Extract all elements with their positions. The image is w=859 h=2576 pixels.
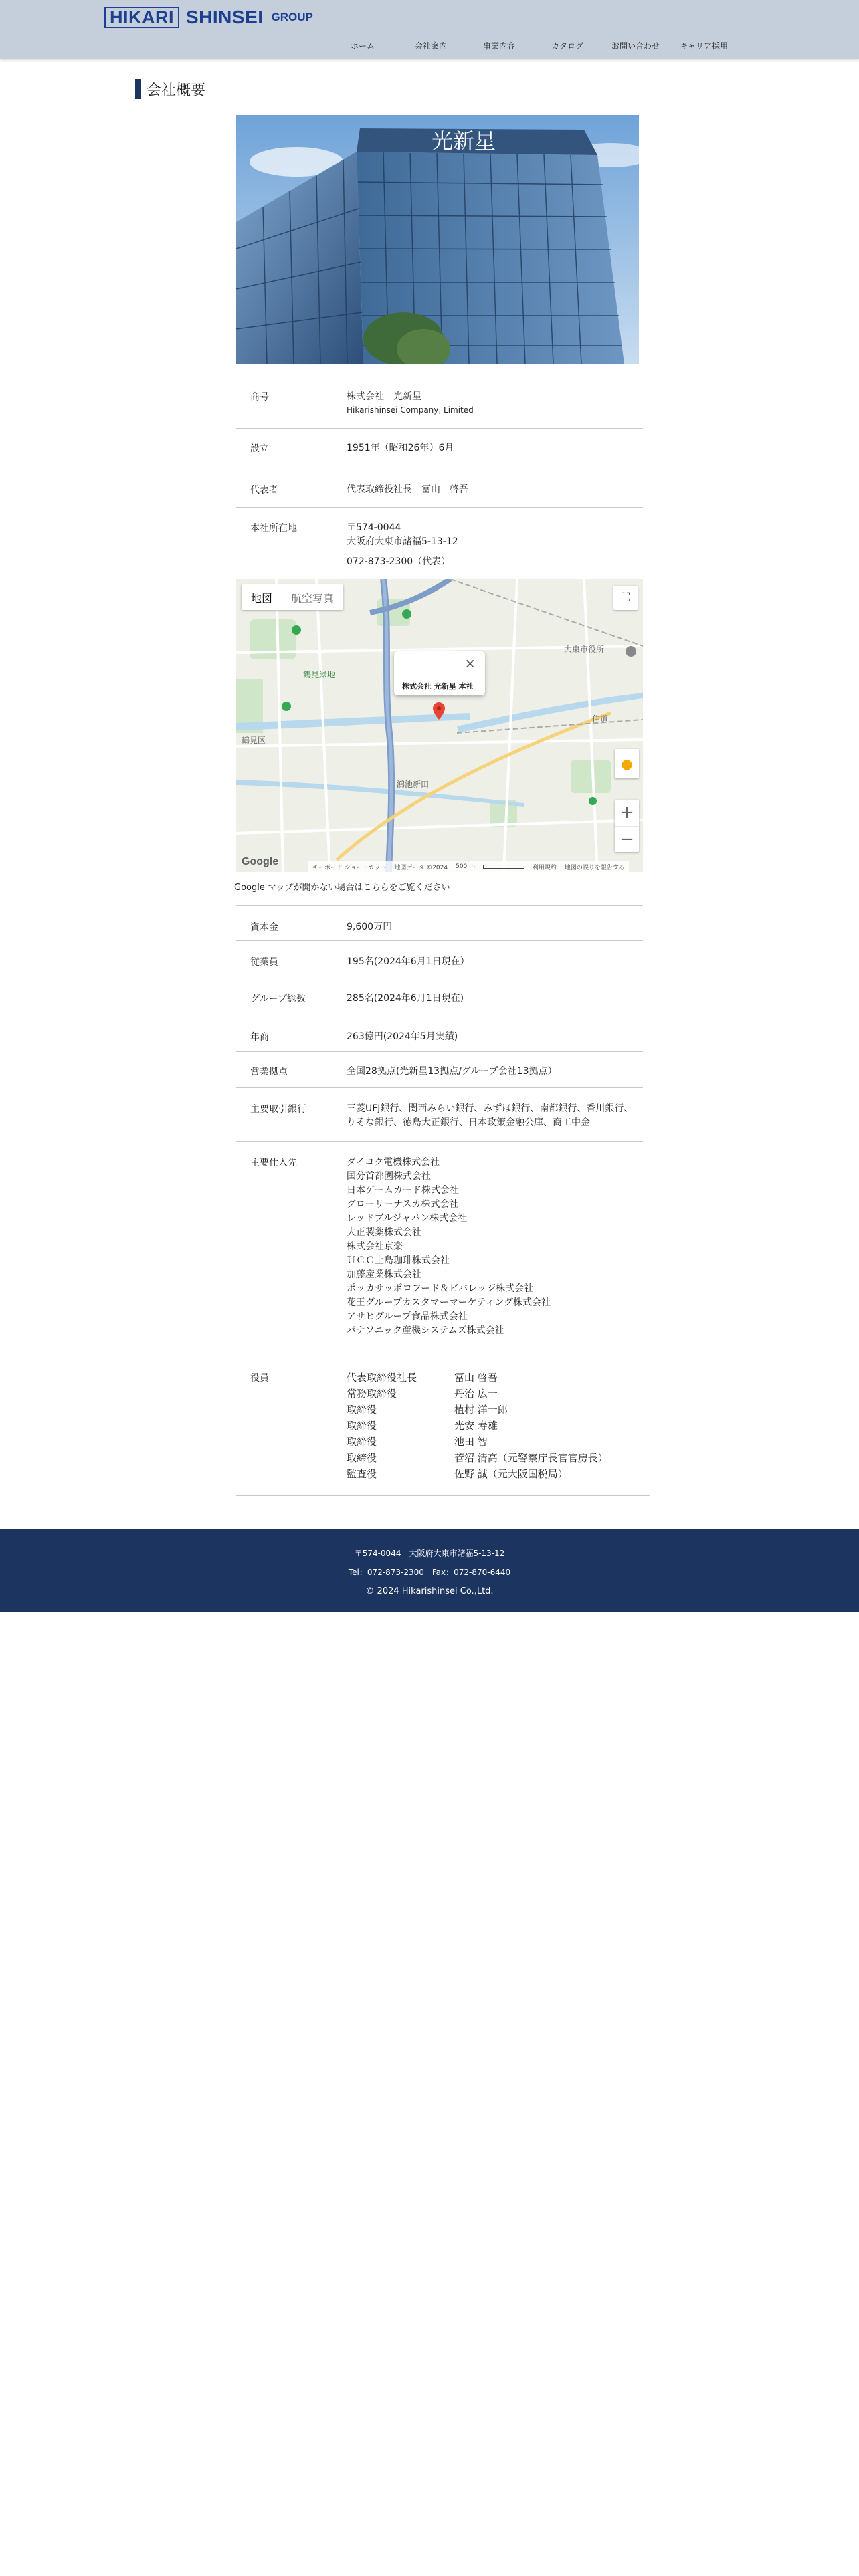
value-hq-address: 大阪府大東市諸福5-13-12 [347,536,458,547]
value-name-jp: 株式会社 光新星 [347,391,421,402]
value-name-en: Hikarishinsei Company, Limited [347,405,474,415]
map-data-credit: 地図データ ©2024 [394,864,448,871]
label-group-total: グループ総数 [250,994,306,1004]
value-hq-tel: 072-873-2300（代表） [347,556,451,567]
value-sales-offices: 全国28拠点(光新星13拠点/グループ会社13拠点） [347,1066,557,1077]
officer-title: 取締役 [347,1452,377,1464]
nav-contact[interactable]: お問い合わせ [611,41,660,51]
logo[interactable] [104,5,313,29]
terms-link[interactable]: 利用規約 [532,864,557,871]
nav-careers[interactable]: キャリア採用 [680,41,729,51]
label-employees: 従業員 [250,957,278,968]
value-representative: 代表取締役社長 冨山 啓吾 [347,484,468,495]
map-label: 鶴見緑地 [303,670,336,679]
officer-title: 取締役 [347,1420,377,1432]
map-info-window [394,651,485,695]
report-error-link[interactable]: 地図の誤りを報告する [564,864,625,871]
keyboard-shortcuts-link[interactable]: キーボード ショートカット [312,864,387,871]
label-banks: 主要取引銀行 [250,1104,306,1115]
row-divider [236,428,643,429]
row-divider [236,940,643,941]
value-hq-postal: 〒574-0044 [347,522,401,533]
logo-shinsei: SHINSEI [186,7,264,27]
supplier-item: レッドブルジャパン株式会社 [347,1213,468,1224]
satellite-tab[interactable]: 航空写真 [291,591,335,605]
fullscreen-icon[interactable]: ⛶ [613,586,638,610]
building-photo [236,115,639,364]
officer-title: 取締役 [347,1436,377,1448]
row-divider [236,1495,650,1496]
row-divider [236,905,643,906]
row-divider [236,1051,643,1052]
page-title-text: 会社概要 [147,82,206,99]
map-label: 住道 [592,714,609,724]
row-divider [236,1087,643,1088]
row-divider [236,507,643,508]
main-nav [0,40,859,53]
footer-address: 〒574-0044 大阪府大東市諸福5-13-12 [354,1549,505,1558]
label-founded: 設立 [250,443,269,454]
nav-company[interactable]: 会社案内 [415,41,448,51]
scale-bar [483,865,524,869]
supplier-item: 日本ゲームカード株式会社 [347,1185,459,1196]
site-header [0,0,859,59]
building-sign: 光新星 [431,128,496,154]
officer-name: 池田 智 [454,1436,488,1448]
logo-hikari: HIKARI [104,7,179,28]
site-footer [0,1529,859,1612]
nav-home[interactable]: ホーム [351,41,375,51]
officer-title: 取締役 [347,1404,377,1416]
label-sales-offices: 営業拠点 [250,1067,288,1077]
label-name: 商号 [250,392,269,403]
label-officers: 役員 [250,1373,269,1384]
value-revenue: 263億円(2024年5月実績) [347,1031,458,1042]
map-label: 大東市役所 [564,645,605,654]
supplier-item: ダイコク電機株式会社 [347,1157,440,1168]
map-type-control [242,584,343,610]
supplier-item: ＵＣＣ上島珈琲株式会社 [347,1255,450,1266]
supplier-item: アサヒグループ食品株式会社 [347,1311,468,1322]
label-suppliers: 主要仕入先 [250,1158,297,1168]
officer-title: 監査役 [347,1468,377,1480]
map-label: 鶴見区 [242,736,266,745]
supplier-item: パナソニック産機システムズ株式会社 [347,1325,504,1336]
officer-name: 佐野 誠（元大阪国税局） [454,1468,568,1480]
close-icon[interactable]: × [464,655,476,671]
zoom-in-button[interactable]: + [619,802,634,823]
page-title [135,78,205,100]
label-capital: 資本金 [250,922,278,933]
map-fallback-link[interactable]: Google マップが開かない場合はこちらをご覧ください [234,883,450,893]
map-tab[interactable]: 地図 [251,591,273,605]
officer-name: 光安 寿雄 [454,1420,498,1432]
pegman-icon[interactable]: ● [615,749,639,778]
logo-group: GROUP [271,11,313,23]
value-banks-line1: 三菱UFJ銀行、関西みらい銀行、みずほ銀行、南都銀行、香川銀行、 [347,1103,634,1114]
map-footer [308,861,629,872]
value-capital: 9,600万円 [347,922,393,932]
google-logo: Google [242,856,279,867]
value-banks-line2: りそな銀行、徳島大正銀行、日本政策金融公庫、商工中金 [347,1117,590,1128]
label-hq: 本社所在地 [250,523,297,534]
footer-copyright: © 2024 Hikarishinsei Co.,Ltd. [365,1586,494,1596]
supplier-item: 大正製薬株式会社 [347,1227,421,1238]
map-marker-icon[interactable] [433,702,445,718]
officer-name: 植村 洋一郎 [454,1404,508,1416]
google-map[interactable] [236,579,643,872]
supplier-item: 花王グループカスタマーマーケティング株式会社 [347,1297,551,1308]
map-scale[interactable]: 500 m [456,863,475,870]
map-label: 鴻池新田 [397,780,430,789]
footer-contact: Tel：072-873-2300 Fax：072-870-6440 [348,1568,511,1577]
title-accent-bar [135,79,141,99]
value-founded: 1951年（昭和26年）6月 [347,443,454,453]
zoom-control [615,800,639,852]
officer-name: 冨山 啓吾 [454,1372,498,1384]
nav-catalog[interactable]: カタログ [551,41,584,51]
supplier-item: 加藤産業株式会社 [347,1269,421,1280]
supplier-item: ポッカサッポロフード＆ビバレッジ株式会社 [347,1283,534,1294]
nav-business[interactable]: 事業内容 [483,41,516,51]
supplier-item: 株式会社京楽 [347,1241,403,1252]
info-window-title: 株式会社 光新星 本社 [402,682,474,691]
zoom-out-button[interactable]: − [615,826,639,853]
supplier-item: グローリーナスカ株式会社 [347,1199,459,1210]
officer-title: 代表取締役社長 [347,1372,417,1384]
value-group-total: 285名(2024年6月1日現在) [347,993,464,1004]
officer-title: 常務取締役 [347,1388,397,1400]
label-revenue: 年商 [250,1032,269,1043]
label-representative: 代表者 [250,485,278,496]
value-employees: 195名(2024年6月1日現在） [347,956,470,967]
officer-name: 菅沼 清高（元警察庁長官官房長） [454,1452,608,1464]
supplier-item: 国分首都圏株式会社 [347,1171,431,1182]
row-divider [236,1141,643,1142]
officer-name: 丹治 広一 [454,1388,498,1400]
